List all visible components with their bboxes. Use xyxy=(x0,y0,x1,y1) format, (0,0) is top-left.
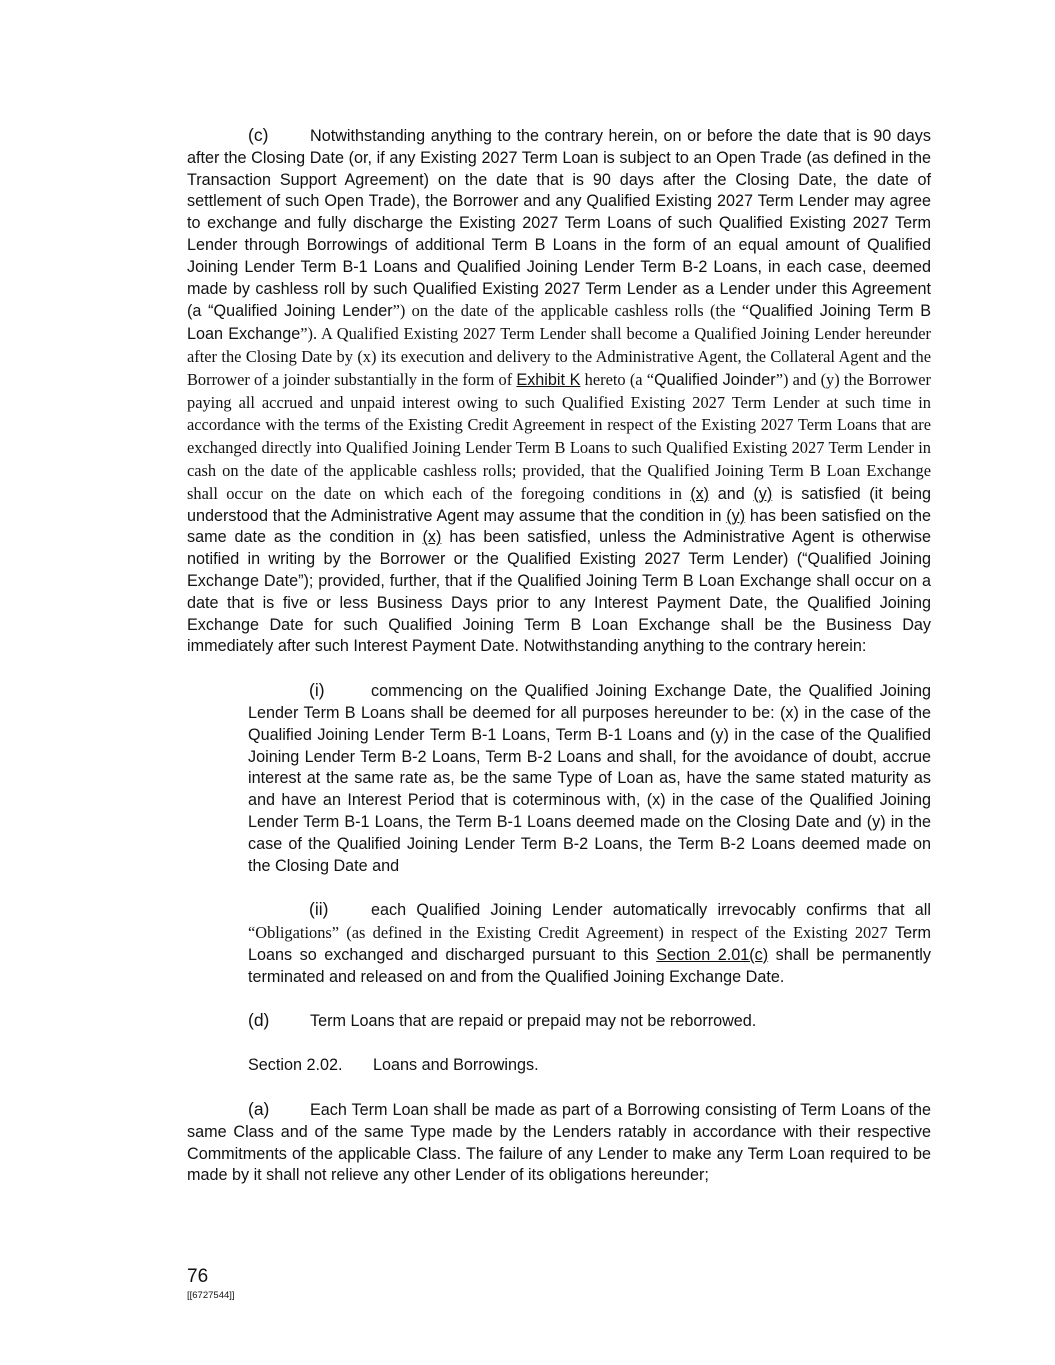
section-reference: Section 2.01(c) xyxy=(656,945,769,964)
paragraph-marker: (c) xyxy=(248,125,269,145)
page-number: 76 xyxy=(187,1266,209,1287)
subparagraph-i: (i) commencing on the Qualified Joining Exchange Date, the Qualified Joining Lender Term B Loans shall be deemed for all purposes hereunder to be: (x) in the case of the Qualified Joining Lender Term B-1 Loans, Term B-1 Loans and (y) in the case of the Qualified Joining Lender Term B-2 Loans, Term B-2 Loans and shall, for the avoidance of doubt, accrue interest at the same rate as, be the same Type of Loan as, have the same stated maturity as and have an Interest Period that is coterminous with, (x) in the case of the Qualified Joining Lender Term B-1 Loans, the Term B-1 Loans deemed made on the Closing Date and (y) in the case of the Qualified Joining Lender Term B-2 Loans, the Term B-2 Loans deemed made on the Closing Date and xyxy=(248,680,931,875)
defined-term: Qualified Joining Exchange Date xyxy=(187,550,931,590)
clause-reference: (x) xyxy=(690,484,710,503)
clause-reference: (y) xyxy=(726,506,746,525)
subparagraph-marker: (i) xyxy=(309,680,325,701)
paragraph-a: (a) Each Term Loan shall be made as part of a Borrowing consisting of Term Loans of the same Class and of the same Type made by the Lenders ratably in accordance with their respective Commitments of the applicable Class. The failure of any Lender to make any Term Loan required to be made by it shall not relieve any other Lender of its obligations hereunder; xyxy=(187,1099,931,1185)
clause-reference: (y) xyxy=(753,484,773,503)
defined-term: Qualified Joinder xyxy=(654,370,776,389)
paragraph-c: (c) Notwithstanding anything to the contrary herein, on or before the date that is 90 days after the Closing Date (or, if any Existing 2027 Term Loan is subject to an Open Trade (as defined in the Transaction Support Agreement) on the date that is 90 days after the Closing Date, the date of settlement of such Open Trade), the Borrower and any Qualified Existing 2027 Term Lender may agree to exchange and fully discharge the Existing 2027 Term Loans of such Qualified Existing 2027 Term Lender through Borrowings of additional Term B Loans in the form of an equal amount of Qualified Joining Lender Term B-1 Loans and Qualified Joining Lender Term B-2 Loans, in each case, deemed made by cashless roll by such Qualified Existing 2027 Term Lender as a Lender under this Agreement (a “Qualified Joining Lender”) on the date of the applicable cashless rolls (the “Qualified Joining Term B Loan Exchange”). A Qualified Existing 2027 Term Lender shall become a Qualified Joining Lender hereunder after the Closing Date by (x) its execution and delivery to the Administrative Agent, the Collateral Agent and the Borrower of a joinder substantially in the form of Exhibit K hereto (a “Qualified Joinder”) and (y) the Borrower paying all accrued and unpaid interest owing to such Qualified Existing 2027 Term Lender at such time in accordance with the terms of the Existing Credit Agreement in respect of the Existing 2027 Term Loans that are exchanged directly into Qualified Joining Lender Term B Loans to such Qualified Existing 2027 Term Lender in cash on the date of the applicable cashless rolls; provided, that the Qualified Joining Term B Loan Exchange shall occur on the date on which each of the foregoing conditions in (x) and (y) is satisfied (it being understood that the Administrative Agent may assume that the condition in (y) has been satisfied on the same date as the condition in (x) has been satisfied, unless the Administrative Agent is otherwise notified in writing by the Borrower or the Qualified Existing 2027 Term Lender) (“Qualified Joining Exchange Date”); provided, further, that if the Qualified Joining Term B Loan Exchange shall occur on a date that is five or less Business Days prior to any Interest Payment Date, the Qualified Joining Exchange Date for such Qualified Joining Term B Loan Exchange shall be the Business Day immediately after such Interest Payment Date. Notwithstanding anything to the contrary herein: xyxy=(187,125,931,656)
paragraph-marker: (a) xyxy=(248,1099,270,1120)
subparagraph-ii: (ii) each Qualified Joining Lender automatically irrevocably confirms that all “Obligations” (as defined in the Existing Credit Agreement) in respect of the Existing 2027 Term Loans so exchanged and discharged pursuant to this Section 2.01(c) shall be permanently terminated and released on and from the Qualified Joining Exchange Date. xyxy=(248,899,932,986)
section-number: Section 2.02. xyxy=(248,1056,343,1075)
clause-reference: (x) xyxy=(422,528,442,547)
document-id: [[6727544]] xyxy=(187,1290,235,1301)
section-heading xyxy=(248,1055,931,1077)
section-title: Loans and Borrowings. xyxy=(373,1056,539,1075)
defined-term: Qualified Joining Lender xyxy=(213,302,393,321)
exhibit-reference: Exhibit K xyxy=(516,370,581,389)
paragraph-marker: (d) xyxy=(248,1010,270,1031)
body-text xyxy=(187,125,931,1187)
paragraph-d: (d) Term Loans that are repaid or prepaid may not be reborrowed. xyxy=(248,1010,757,1031)
defined-term: Qualified Joining Term B Loan Exchange xyxy=(187,302,931,344)
subparagraph-marker: (ii) xyxy=(309,899,329,920)
